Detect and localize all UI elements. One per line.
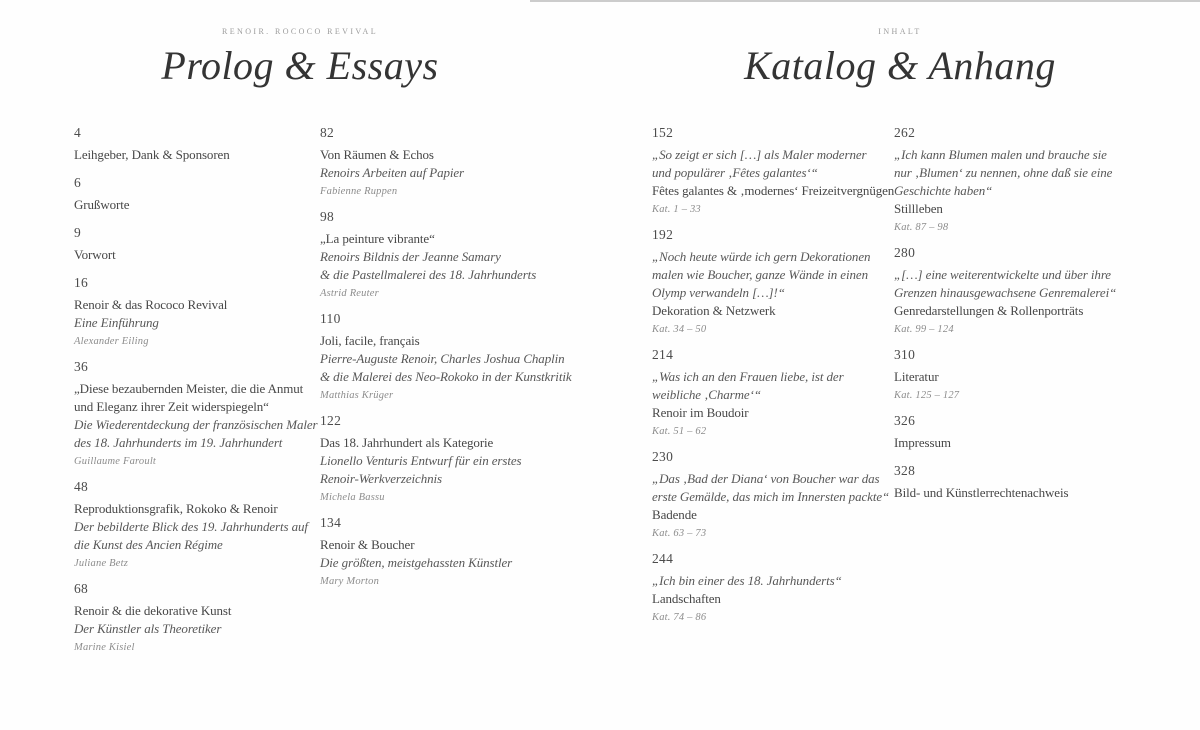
entry-catalog-range: Kat. 1 – 33 xyxy=(652,204,701,215)
toc-entry xyxy=(652,124,894,216)
running-head-left: RENOIR. ROCOCO REVIVAL xyxy=(222,27,378,36)
entry-page-number: 36 xyxy=(74,359,89,374)
entry-subtitle-line: und populärer ‚Fêtes galantes‘“ xyxy=(652,165,818,180)
toc-entry xyxy=(894,412,1136,452)
entry-title-line: Joli, facile, français xyxy=(320,333,420,348)
entry-subtitle-line: Grenzen hinausgewachsene Genremalerei“ xyxy=(894,285,1117,300)
entry-subtitle-line: erste Gemälde, das mich im Innersten packte“ xyxy=(652,489,890,504)
entry-catalog-range: Kat. 51 – 62 xyxy=(652,426,707,437)
toc-entry xyxy=(320,514,566,588)
entry-author: Astrid Reuter xyxy=(320,288,379,299)
toc-entry xyxy=(894,124,1136,234)
toc-entry xyxy=(74,580,320,654)
entry-subtitle-line: Die größten, meistgehassten Künstler xyxy=(320,555,513,570)
entry-subtitle-line: Lionello Venturis Entwurf für ein erstes xyxy=(320,453,522,468)
entry-subtitle-line: des 18. Jahrhunderts im 19. Jahrhundert xyxy=(74,435,283,450)
entry-title-line: Dekoration & Netzwerk xyxy=(652,303,776,318)
entry-title-line: Badende xyxy=(652,507,697,522)
toc-column xyxy=(652,124,894,634)
toc-entry xyxy=(652,448,894,540)
entry-author: Guillaume Faroult xyxy=(74,456,157,467)
toc-entry xyxy=(320,310,572,402)
columns-left xyxy=(74,124,572,664)
entry-catalog-range: Kat. 63 – 73 xyxy=(652,528,707,539)
toc-entry xyxy=(320,208,566,300)
toc-entry xyxy=(652,550,894,624)
entry-author: Juliane Betz xyxy=(74,558,129,569)
entry-title-line: Leihgeber, Dank & Sponsoren xyxy=(74,147,230,162)
entry-title-line: Renoir & Boucher xyxy=(320,537,415,552)
running-head-right: INHALT xyxy=(878,27,922,36)
toc-entry xyxy=(74,358,320,468)
entry-subtitle-line: nur ‚Blumen‘ zu nennen, ohne daß sie eine xyxy=(894,165,1113,180)
entry-subtitle-line: „Noch heute würde ich gern Dekorationen xyxy=(652,249,871,264)
toc-entry xyxy=(320,124,566,198)
entry-page-number: 16 xyxy=(74,275,89,290)
entry-author: Alexander Eiling xyxy=(74,336,149,347)
entry-subtitle-line: „Das ‚Bad der Diana‘ von Boucher war das xyxy=(652,471,880,486)
entry-title-line: Vorwort xyxy=(74,247,116,262)
entry-catalog-range: Kat. 87 – 98 xyxy=(894,222,949,233)
columns-right xyxy=(652,124,1136,634)
toc-entry xyxy=(652,226,894,336)
entry-page-number: 230 xyxy=(652,449,674,464)
entry-catalog-range: Kat. 99 – 124 xyxy=(894,324,954,335)
entry-title-line: Stillleben xyxy=(894,201,943,216)
toc-entry xyxy=(894,462,1136,502)
toc-entry xyxy=(74,124,320,164)
toc-entry xyxy=(74,478,320,570)
entry-title-line: „La peinture vibrante“ xyxy=(320,231,435,246)
entry-page-number: 262 xyxy=(894,125,916,140)
page-right xyxy=(600,0,1200,730)
entry-subtitle-line: Geschichte haben“ xyxy=(894,183,993,198)
entry-catalog-range: Kat. 34 – 50 xyxy=(652,324,707,335)
entry-page-number: 310 xyxy=(894,347,916,362)
toc-entry xyxy=(652,346,894,438)
entry-title-line: Genredarstellungen & Rollenporträts xyxy=(894,303,1084,318)
entry-page-number: 110 xyxy=(320,311,341,326)
entry-author: Michela Bassu xyxy=(320,492,385,503)
section-title-katalog-anhang: Katalog & Anhang xyxy=(744,43,1056,88)
entry-subtitle-line: „Ich kann Blumen malen und brauche sie xyxy=(894,147,1107,162)
entry-page-number: 328 xyxy=(894,463,916,478)
entry-subtitle-line: malen wie Boucher, ganze Wände in einen xyxy=(652,267,868,282)
entry-author: Fabienne Ruppen xyxy=(320,186,398,197)
entry-author: Matthias Krüger xyxy=(320,390,394,401)
entry-title-line: Grußworte xyxy=(74,197,130,212)
entry-page-number: 9 xyxy=(74,225,82,240)
entry-title-line: Renoir im Boudoir xyxy=(652,405,749,420)
entry-page-number: 152 xyxy=(652,125,674,140)
entry-page-number: 244 xyxy=(652,551,674,566)
entry-subtitle-line: weibliche ‚Charme‘“ xyxy=(652,387,761,402)
entry-subtitle-line: Eine Einführung xyxy=(74,315,159,330)
entry-title-line: Literatur xyxy=(894,369,939,384)
entry-page-number: 6 xyxy=(74,175,82,190)
toc-entry xyxy=(320,412,566,504)
entry-page-number: 280 xyxy=(894,245,916,260)
toc-entry xyxy=(74,174,320,214)
entry-page-number: 192 xyxy=(652,227,674,242)
entry-title-line: Reproduktionsgrafik, Rokoko & Renoir xyxy=(74,501,278,516)
toc-entry xyxy=(894,244,1136,336)
entry-title-line: Landschaften xyxy=(652,591,721,606)
toc-column xyxy=(894,124,1136,634)
entry-page-number: 214 xyxy=(652,347,674,362)
toc-entry xyxy=(74,224,320,264)
entry-page-number: 98 xyxy=(320,209,335,224)
entry-title-line: Das 18. Jahrhundert als Kategorie xyxy=(320,435,494,450)
toc-column xyxy=(320,124,572,664)
entry-author: Marine Kisiel xyxy=(74,642,135,653)
entry-subtitle-line: Olymp verwandeln […]!“ xyxy=(652,285,785,300)
entry-page-number: 68 xyxy=(74,581,89,596)
entry-title-line: Von Räumen & Echos xyxy=(320,147,434,162)
toc-entry xyxy=(894,346,1136,402)
entry-page-number: 48 xyxy=(74,479,89,494)
entry-subtitle-line: Die Wiederentdeckung der französischen Maler xyxy=(74,417,318,432)
entry-subtitle-line: & die Pastellmalerei des 18. Jahrhunderts xyxy=(320,267,537,282)
entry-subtitle-line: die Kunst des Ancien Régime xyxy=(74,537,223,552)
entry-page-number: 326 xyxy=(894,413,916,428)
entry-subtitle-line: Pierre-Auguste Renoir, Charles Joshua Chaplin xyxy=(320,351,565,366)
entry-catalog-range: Kat. 74 – 86 xyxy=(652,612,707,623)
entry-subtitle-line: Renoirs Arbeiten auf Papier xyxy=(320,165,465,180)
entry-subtitle-line: Renoir-Werkverzeichnis xyxy=(320,471,442,486)
entry-subtitle-line: „Was ich an den Frauen liebe, ist der xyxy=(652,369,844,384)
entry-author: Mary Morton xyxy=(320,576,380,587)
entry-subtitle-line: Renoirs Bildnis der Jeanne Samary xyxy=(320,249,501,264)
toc-column xyxy=(74,124,320,664)
entry-title-line: Fêtes galantes & ‚modernes‘ Freizeitvergnügen xyxy=(652,183,895,198)
section-title-prolog-essays: Prolog & Essays xyxy=(161,43,439,88)
entry-title-line: Impressum xyxy=(894,435,951,450)
entry-page-number: 4 xyxy=(74,125,82,140)
entry-subtitle-line: „[…] eine weiterentwickelte und über ihre xyxy=(894,267,1111,282)
entry-subtitle-line: Der bebilderte Blick des 19. Jahrhunderts auf xyxy=(74,519,308,534)
entry-title-line: „Diese bezaubernden Meister, die die Anmut xyxy=(74,381,304,396)
entry-title-line: und Eleganz ihrer Zeit widerspiegeln“ xyxy=(74,399,269,414)
entry-title-line: Renoir & das Rococo Revival xyxy=(74,297,228,312)
entry-title-line: Renoir & die dekorative Kunst xyxy=(74,603,232,618)
entry-page-number: 134 xyxy=(320,515,342,530)
entry-subtitle-line: & die Malerei des Neo-Rokoko in der Kunstkritik xyxy=(320,369,572,384)
entry-page-number: 122 xyxy=(320,413,342,428)
entry-subtitle-line: „Ich bin einer des 18. Jahrhunderts“ xyxy=(652,573,842,588)
entry-page-number: 82 xyxy=(320,125,335,140)
entry-catalog-range: Kat. 125 – 127 xyxy=(894,390,960,401)
entry-subtitle-line: „So zeigt er sich […] als Maler moderner xyxy=(652,147,867,162)
entry-title-line: Bild- und Künstlerrechtenachweis xyxy=(894,485,1069,500)
entry-subtitle-line: Der Künstler als Theoretiker xyxy=(74,621,222,636)
toc-entry xyxy=(74,274,320,348)
